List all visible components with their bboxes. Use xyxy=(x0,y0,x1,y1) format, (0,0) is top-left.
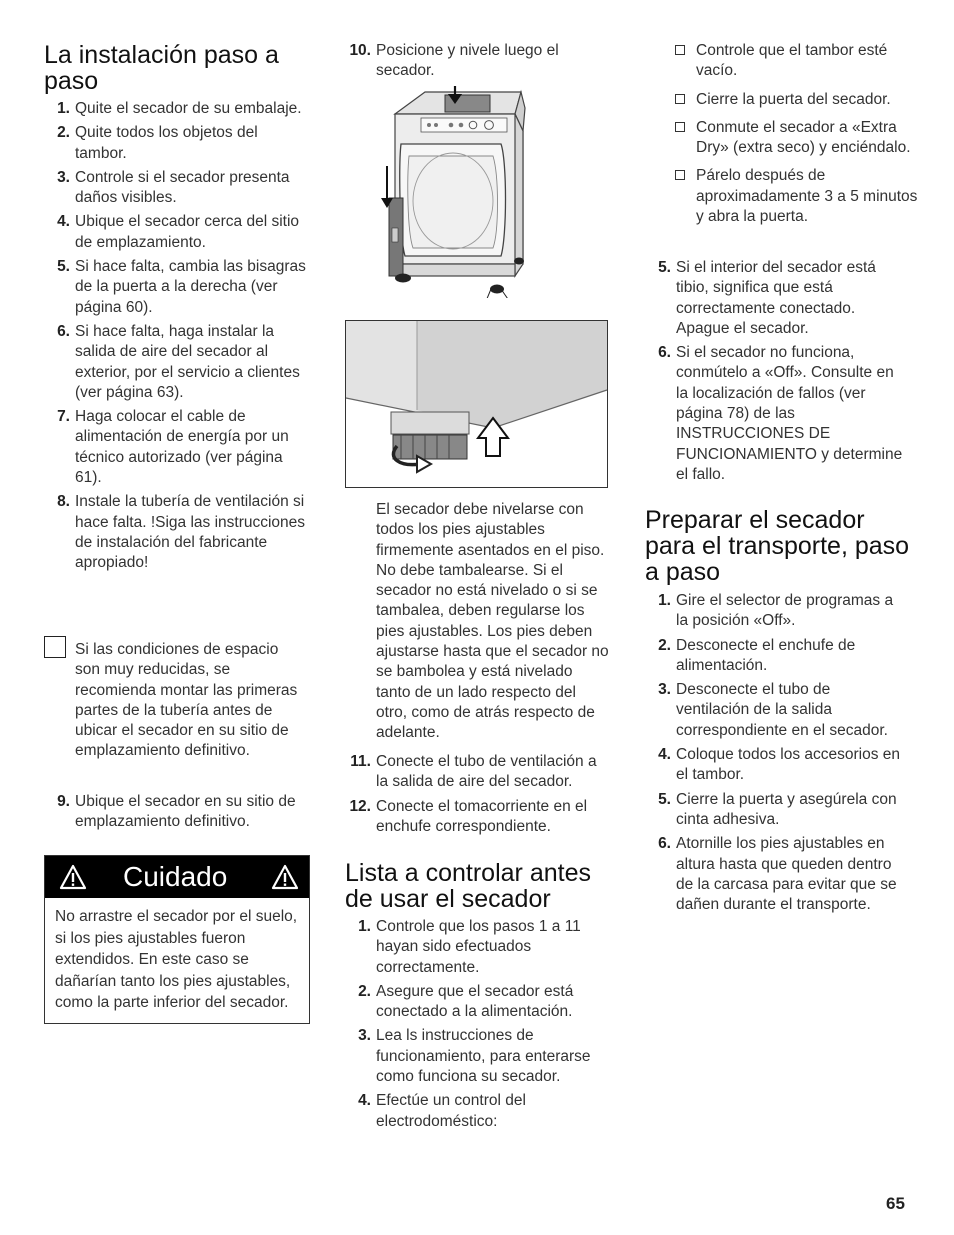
list-item: Conmute el secador a «Extra Dry» (extra seco) y enciéndalo. xyxy=(673,118,923,159)
list-item: 1. Controle que los pasos 1 a 11 hayan sido efectuados correctamente. xyxy=(358,918,581,976)
warning-icon xyxy=(271,864,299,890)
list-item: Párelo después de aproximadamente 3 a 5 minutos y abra la puerta. xyxy=(673,166,923,227)
caution-text: No arrastre el secador por el suelo, si los pies ajustables fueron extendidos. En este caso se dañarían tanto los pies ajustables, como la parte inferior del secador. xyxy=(55,908,298,1012)
list-item: 5. Si hace falta, cambia las bisagras de la puerta a la derecha (ver página 60). xyxy=(57,258,306,316)
page-number: 65 xyxy=(886,1194,905,1213)
list-item: 2. Asegure que el secador está conectado a la alimentación. xyxy=(358,982,574,1021)
list-item: 8. Instale la tubería de ventilación si hace falta. !Siga las instrucciones de instalación del fabricante apropiado! xyxy=(57,493,306,572)
caution-box xyxy=(44,855,310,1024)
list-item: 6. Si el secador no funciona, conmútelo a «Off». Consulte en la localización de fallos (ver página 78) de las INSTRUCCIONES DE FUNCIONAMIENTO y determine el fallo. xyxy=(658,344,903,483)
heading-installation: La instalación paso a paso xyxy=(44,41,279,95)
list-item: 2. Quite todos los objetos del tambor. xyxy=(57,124,258,162)
list-item: 3. Controle si el secador presenta daños visibles. xyxy=(57,168,290,207)
list-item: 4. Efectúe un control del electrodoméstico: xyxy=(358,1092,526,1130)
transport-steps xyxy=(645,591,907,919)
foot-detail-illustration xyxy=(345,320,609,490)
list-item: 9. Ubique el secador en su sitio de emplazamiento definitivo. xyxy=(57,793,296,831)
list-item: 1. Gire el selector de programas a la posición «Off». xyxy=(658,592,894,630)
dryer-illustration xyxy=(373,86,573,298)
note-icon xyxy=(44,636,66,658)
list-item: 2. Desconecte el enchufe de alimentación. xyxy=(658,636,856,674)
note-text: Si las condiciones de espacio son muy reducidas, se recomienda montar las primeras partes de la tubería antes de ubicar el secador en su sitio de emplazamiento definitivo. xyxy=(75,641,298,760)
list-item: 10. Posicione y nivele luego el secador. xyxy=(349,42,559,80)
list-item: 3. Lea ls instrucciones de funcionamiento, para enterarse como funciona su secador. xyxy=(358,1027,591,1086)
checkbox-icon xyxy=(675,94,685,104)
steps-11-12 xyxy=(345,752,607,841)
heading-transport: Preparar el secador para el transporte, paso a paso xyxy=(645,506,910,586)
step-10 xyxy=(345,41,607,86)
checkbox-icon xyxy=(675,45,685,55)
control-checklist xyxy=(673,41,923,235)
installation-steps xyxy=(44,99,306,578)
leveling-text: El secador debe nivelarse con todos los pies ajustables firmemente asentados en el piso. No debe tambalearse. Si el secador no está nivelado o si se tambalea, deben regularse los pies ajustables. Los pies deben ajustarse hasta que el secador no se bambolea y está nivelado tanto de un lado respecto del otro, como de atrás respecto de adelante. xyxy=(376,501,609,742)
list-item: 12. Conecte el tomacorriente en el enchufe correspondiente. xyxy=(349,797,588,835)
caution-header xyxy=(45,856,309,898)
list-item: 1. Quite el secador de su embalaje. xyxy=(57,100,302,117)
warning-icon xyxy=(59,864,87,890)
checklist-steps xyxy=(345,917,607,1136)
list-item: 3. Desconecte el tubo de ventilación de la salida correspondiente en el secador. xyxy=(658,681,888,739)
list-item: 4. Ubique el secador cerca del sitio de emplazamiento. xyxy=(57,213,300,251)
checkbox-icon xyxy=(675,170,685,180)
checkbox-icon xyxy=(675,122,685,132)
list-item: 6. Si hace falta, haga instalar la salida de aire del secador al exterior, por el servicio a clientes (ver página 63). xyxy=(57,322,300,401)
list-item: 5. Si el interior del secador está tibio, significa que está correctamente conectado. Apague el secador. xyxy=(658,259,876,337)
list-item: Controle que el tambor esté vacío. xyxy=(673,41,923,82)
steps-5-6 xyxy=(645,258,907,489)
list-item: 7. Haga colocar el cable de alimentación de energía por un técnico autorizado (ver página 61). xyxy=(57,408,289,487)
caution-title: Cuidado xyxy=(123,861,228,892)
step-9 xyxy=(44,792,306,837)
heading-checklist: Lista a controlar antes de usar el secador xyxy=(345,859,591,913)
list-item: 5. Cierre la puerta y asegúrela con cinta adhesiva. xyxy=(658,790,897,828)
list-item: 11. Conecte el tubo de ventilación a la salida de aire del secador. xyxy=(350,753,597,791)
list-item: 4. Coloque todos los accesorios en el tambor. xyxy=(658,746,901,784)
list-item: 6. Atornille los pies ajustables en altura hasta que queden dentro de la carcasa para evitar que se dañen durante el transporte. xyxy=(658,835,897,914)
list-item: Cierre la puerta del secador. xyxy=(673,90,923,110)
